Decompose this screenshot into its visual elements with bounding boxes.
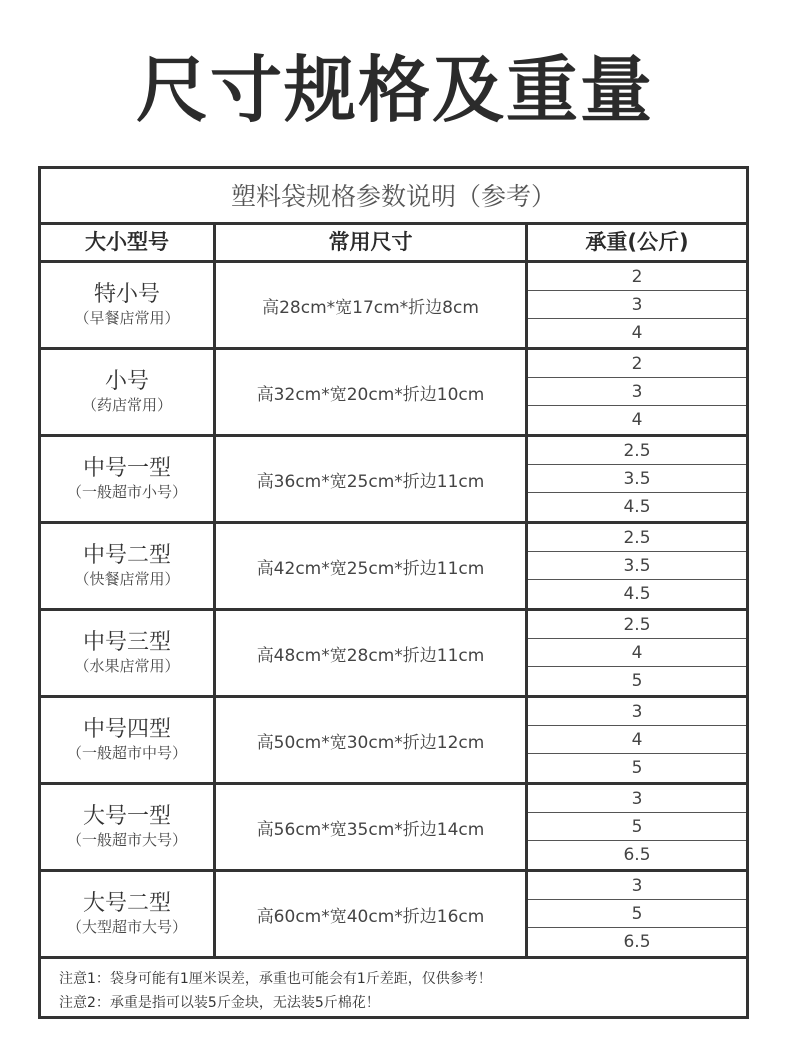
load-value: 3.5 (528, 552, 746, 580)
load-cell (525, 611, 746, 695)
table-row (41, 263, 746, 350)
size-name: 中号四型 (82, 717, 171, 742)
dimensions-cell: 高32cm*宽20cm*折边10cm (213, 350, 525, 434)
load-cell (525, 350, 746, 434)
size-name: 中号三型 (82, 630, 171, 655)
load-cell (525, 263, 746, 347)
header-size: 大小型号 (85, 230, 169, 254)
dimensions-cell: 高60cm*宽40cm*折边16cm (213, 872, 525, 956)
dimensions-cell: 高56cm*宽35cm*折边14cm (213, 785, 525, 869)
table-row (41, 437, 746, 524)
load-value: 2 (528, 263, 746, 291)
load-value: 4 (631, 323, 643, 343)
load-value: 5 (528, 813, 746, 841)
dimensions-cell: 高36cm*宽25cm*折边11cm (213, 437, 525, 521)
header-dimensions: 常用尺寸 (213, 225, 525, 260)
load-value: 3 (528, 698, 746, 726)
note-line: 注意1：袋身可能有1厘米误差，承重也可能会有1斤差距，仅供参考！ (59, 971, 492, 987)
size-name: 大号一型 (82, 804, 171, 829)
load-value: 3 (528, 291, 746, 319)
load-value: 4 (528, 726, 746, 754)
load-value: 4 (631, 410, 643, 430)
load-value: 2.5 (528, 437, 746, 465)
size-cell (41, 785, 213, 869)
table-row (41, 611, 746, 698)
load-value: 2.5 (528, 611, 746, 639)
table-row (41, 698, 746, 785)
load-cell (525, 872, 746, 956)
size-note: （大型超市大号） (66, 918, 187, 936)
load-value: 6.5 (623, 845, 651, 865)
dimensions-cell: 高28cm*宽17cm*折边8cm (213, 263, 525, 347)
size-cell (41, 437, 213, 521)
header-load: 承重(公斤) (525, 225, 746, 260)
load-cell (525, 785, 746, 869)
size-name: 中号二型 (82, 543, 171, 568)
table-caption: 塑料袋规格参数说明（参考） (41, 169, 746, 225)
size-note: （早餐店常用） (74, 309, 180, 327)
size-note: （药店常用） (81, 396, 172, 414)
size-cell (41, 350, 213, 434)
spec-table (38, 166, 749, 1019)
size-note: （快餐店常用） (74, 570, 180, 588)
size-cell (41, 524, 213, 608)
size-note: （一般超市大号） (66, 831, 187, 849)
table-body (41, 263, 746, 957)
size-cell (41, 611, 213, 695)
load-value: 2.5 (528, 524, 746, 552)
size-name: 中号一型 (82, 456, 171, 481)
load-value: 4.5 (623, 584, 651, 604)
load-value: 5 (528, 900, 746, 928)
table-header-row (41, 225, 746, 263)
table-row (41, 785, 746, 872)
size-name: 小号 (104, 369, 149, 394)
load-value: 4.5 (623, 497, 651, 517)
size-cell (41, 698, 213, 782)
load-value: 2 (528, 350, 746, 378)
size-note: （水果店常用） (74, 657, 180, 675)
size-cell (41, 263, 213, 347)
load-value: 3.5 (528, 465, 746, 493)
size-note: （一般超市中号） (66, 744, 187, 762)
load-value: 3 (528, 872, 746, 900)
load-cell (525, 524, 746, 608)
load-value: 3 (528, 785, 746, 813)
notes-section (41, 957, 746, 1016)
load-value: 5 (631, 671, 643, 691)
size-name: 特小号 (93, 282, 160, 307)
size-cell (41, 872, 213, 956)
size-note: （一般超市小号） (66, 483, 187, 501)
load-value: 3 (528, 378, 746, 406)
page-title: 尺寸规格及重量 (135, 48, 654, 132)
dimensions-cell: 高50cm*宽30cm*折边12cm (213, 698, 525, 782)
dimensions-cell: 高48cm*宽28cm*折边11cm (213, 611, 525, 695)
dimensions-cell: 高42cm*宽25cm*折边11cm (213, 524, 525, 608)
load-cell (525, 698, 746, 782)
table-row (41, 350, 746, 437)
table-row (41, 872, 746, 959)
load-value: 6.5 (623, 932, 651, 952)
table-row (41, 524, 746, 611)
load-value: 4 (528, 639, 746, 667)
load-value: 5 (631, 758, 643, 778)
size-name: 大号二型 (82, 891, 171, 916)
load-cell (525, 437, 746, 521)
note-line: 注意2：承重是指可以装5斤金块，无法装5斤棉花！ (59, 995, 380, 1011)
